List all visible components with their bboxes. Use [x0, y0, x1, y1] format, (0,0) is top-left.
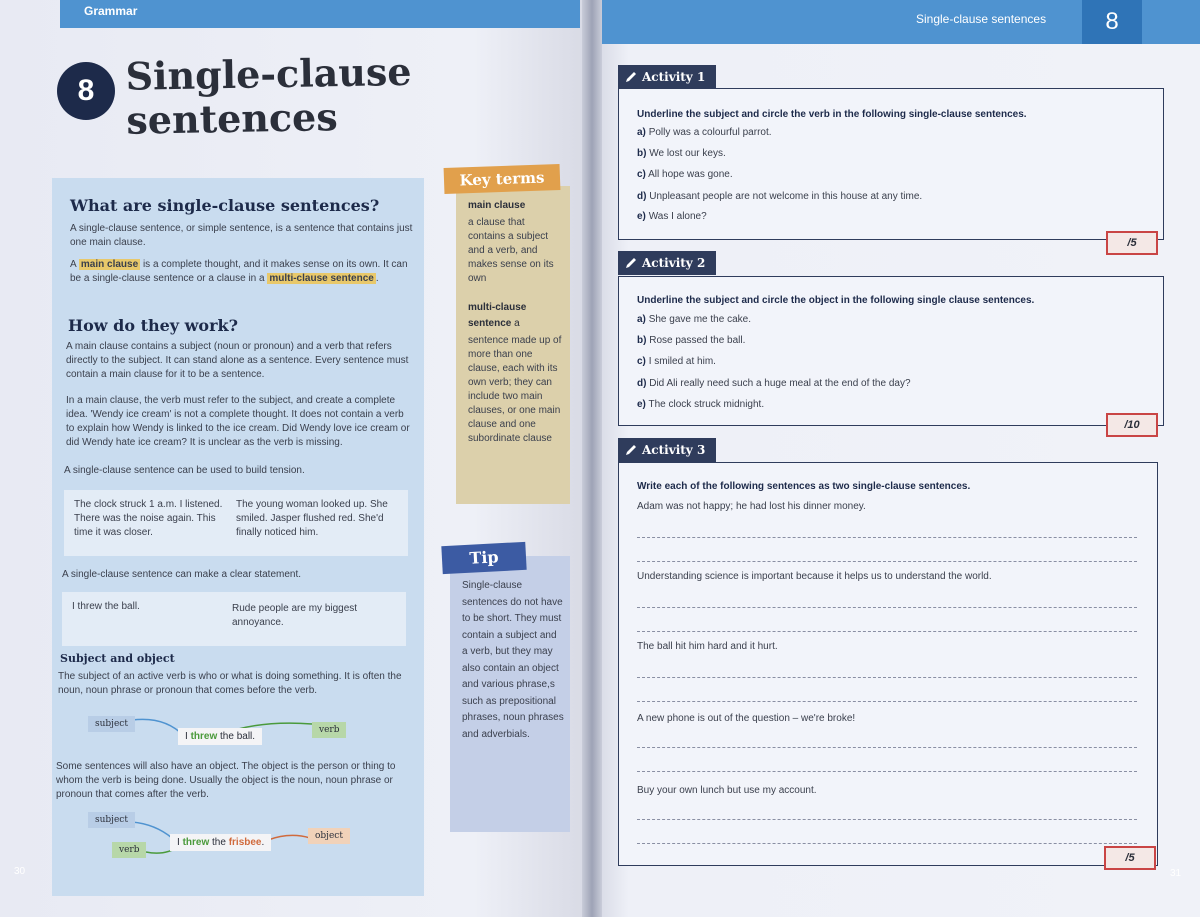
answer-line[interactable]: [637, 677, 1137, 678]
activity-3-score-box: /5: [1104, 846, 1156, 870]
key-term-highlight-main-clause: main clause: [80, 259, 139, 270]
activity-3-box: [618, 462, 1158, 866]
activity-2-instruction: Underline the subject and circle the object in the following single clause sentences.: [637, 295, 1035, 306]
key-term-multi-clause: multi-clause: [468, 302, 527, 313]
subject-paragraph-2: Some sentences will also have an object. The object is the person or thing to whom the verb is being done. Usually the object is the noun, noun phrase or pronoun that comes after the verb.: [56, 761, 396, 800]
pencil-icon: [624, 256, 638, 270]
activity-1-score-box: /5: [1106, 231, 1158, 255]
activity-1-item-a: a) Polly was a colourful parrot.: [637, 127, 772, 138]
activity-1-item-c: c) All hope was gone.: [637, 169, 733, 180]
activity-1-item-d: d) Unpleasant people are not welcome in this house at any time.: [637, 191, 923, 202]
how-paragraph-1: A main clause contains a subject (noun or pronoun) and a verb that refers directly to the subject. It can stand alone as a sentence. Every sentence must contain a main clause for it to be a sentence.: [66, 341, 409, 380]
activity-2-item-e: e) The clock struck midnight.: [637, 399, 765, 410]
page-number-right: 31: [1170, 868, 1182, 879]
activity-1-instruction: Underline the subject and circle the verb in the following single-clause sentences.: [637, 109, 1027, 120]
key-term-multi-clause-line2: sentence a: [468, 318, 520, 329]
header-bar-right: [592, 0, 1200, 44]
example-statement-right: Rude people are my biggest annoyance.: [232, 603, 358, 628]
activity-2-item-c: c) I smiled at him.: [637, 356, 716, 367]
answer-line[interactable]: [637, 843, 1137, 844]
diagram2-object-tag: object: [308, 828, 350, 844]
title-line-1: Single-clause: [125, 48, 412, 99]
answer-line[interactable]: [637, 537, 1137, 538]
tip-heading: Tip: [441, 542, 526, 574]
activity-2-item-b: b) Rose passed the ball.: [637, 335, 746, 346]
diagram-sentence: I threw the ball.: [178, 728, 262, 745]
chapter-number-tab: 8: [1082, 0, 1142, 44]
activity-1-label: Activity 1: [642, 70, 706, 84]
what-paragraph-2: A main clause is a complete thought, and it makes sense on its own. It can be a single-clause sentence or a clause in a multi-clause sentence .: [70, 259, 408, 284]
header-label: Grammar: [84, 4, 138, 18]
subject-object-heading: Subject and object: [60, 652, 175, 665]
what-paragraph-1: A single-clause sentence, or simple sentence, is a sentence that contains just one main clause.: [70, 223, 413, 248]
activity-2-box: [618, 276, 1164, 426]
activity-3-tab: [618, 438, 716, 462]
key-term-main-clause: main clause: [468, 200, 526, 211]
activity-2-item-a: a) She gave me the cake.: [637, 314, 751, 325]
activity-1-item-b: b) We lost our keys.: [637, 148, 726, 159]
activity-2-score-box: /10: [1106, 413, 1158, 437]
answer-line[interactable]: [637, 819, 1137, 820]
pencil-icon: [624, 443, 638, 457]
how-paragraph-2: In a main clause, the verb must refer to the subject, and create a complete idea. 'Wendy ice cream' is not a complete thought. It does not contain a verb to explain how Wendy is linked to the ice cream. Did Wendy love ice cream or did Wendy hate ice cream? It is unclear as the verb is missing.: [66, 395, 410, 448]
header-label-right: Single-clause sentences: [916, 12, 1047, 26]
pencil-icon: [624, 70, 638, 84]
answer-line[interactable]: [637, 631, 1137, 632]
activity-2-item-d: d) Did Ali really need such a huge meal at the end of the day?: [637, 378, 911, 389]
key-term-main-clause-def: a clause that contains a subject and a verb, and makes sense on its own: [468, 217, 554, 284]
what-heading: What are single-clause sentences?: [70, 196, 380, 215]
activity-1-tab: [618, 65, 716, 89]
example-tension-right: The young woman looked up. She smiled. Jasper flushed red. She'd finally noticed him.: [236, 499, 388, 538]
how-paragraph-4: A single-clause sentence can make a clear statement.: [62, 569, 302, 580]
key-term-highlight-multi-clause: multi-clause sentence: [269, 273, 374, 284]
answer-line[interactable]: [637, 747, 1137, 748]
activity-3-sentence-5: Buy your own lunch but use my account.: [637, 785, 817, 796]
answer-line[interactable]: [637, 771, 1137, 772]
activity-3-sentence-2: Understanding science is important because it helps us to understand the world.: [637, 571, 992, 582]
book-spine: [582, 0, 602, 917]
activity-1-item-e: e) Was I alone?: [637, 211, 707, 222]
key-term-multi-clause-def: sentence made up of more than one clause, each with its own verb; they can include two main clauses, or one main clause and one subordinate clause: [468, 335, 562, 444]
example-statement-left: I threw the ball.: [72, 601, 140, 612]
activity-1-box: [618, 88, 1164, 240]
left-page: [0, 0, 592, 917]
key-terms-heading: Key terms: [444, 164, 561, 194]
answer-line[interactable]: [637, 561, 1137, 562]
diagram-verb-tag: verb: [312, 722, 346, 738]
how-heading: How do they work?: [68, 316, 238, 335]
title-line-2: sentences: [126, 94, 339, 143]
activity-3-sentence-4: A new phone is out of the question – we're broke!: [637, 713, 856, 724]
answer-line[interactable]: [637, 701, 1137, 702]
activity-3-sentence-1: Adam was not happy; he had lost his dinner money.: [637, 501, 866, 512]
activity-2-label: Activity 2: [642, 256, 706, 270]
diagram2-subject-tag: subject: [88, 812, 135, 828]
diagram-subject-tag: subject: [88, 716, 135, 732]
right-page: [592, 0, 1200, 917]
how-paragraph-3: A single-clause sentence can be used to build tension.: [64, 465, 305, 476]
diagram2-verb-tag: verb: [112, 842, 146, 858]
diagram2-sentence: I threw the frisbee.: [170, 834, 271, 851]
activity-3-instruction: Write each of the following sentences as two single-clause sentences.: [637, 481, 971, 492]
tip-text: Single-clause sentences do not have to be short. They must contain a subject and a verb, but they may also contain an object and various phrase,s such as prepositional phrases, noun phrases and adverbials.: [462, 580, 564, 740]
activity-3-label: Activity 3: [642, 443, 706, 457]
answer-line[interactable]: [637, 607, 1137, 608]
activity-3-sentence-3: The ball hit him hard and it hurt.: [637, 641, 778, 652]
activity-2-tab: [618, 251, 716, 275]
example-tension-left: The clock struck 1 a.m. I listened. There was the noise again. This time it was closer.: [74, 499, 223, 538]
chapter-number-badge: 8: [57, 62, 115, 120]
subject-paragraph-1: The subject of an active verb is who or what is doing something. It is often the noun, noun phrase or pronoun that comes before the verb.: [58, 671, 402, 696]
page-number-left: 30: [14, 866, 26, 877]
